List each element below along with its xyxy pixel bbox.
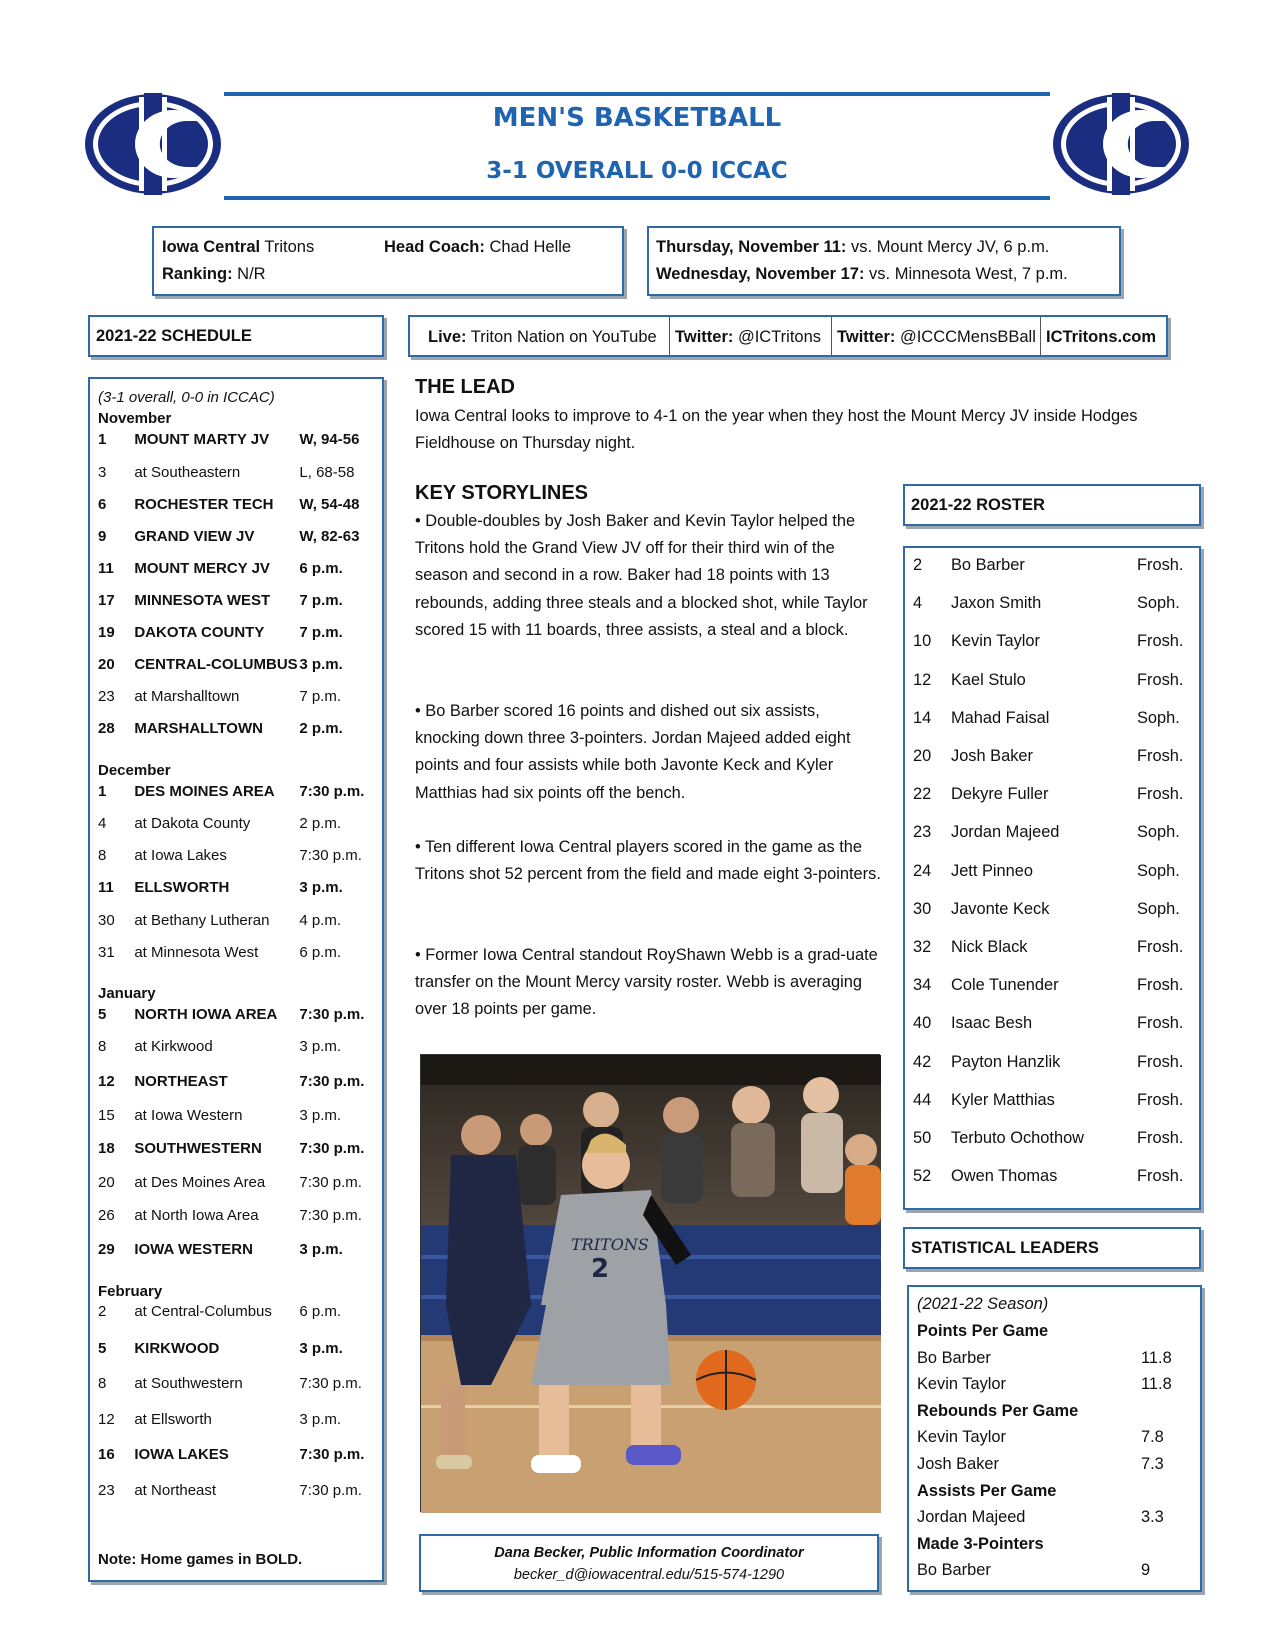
storyline-1: • Double-doubles by Josh Baker and Kevin Taylor helped the Tritons hold the Grand View JV off for their third win of the season and second in a row. Baker had 18 points with 13 rebounds, adding three steals and a blocked shot, while Taylor scored 15 with 11 boards, three assists, a steal and a block. [415,512,868,639]
schedule-row [98,1207,378,1224]
stat-player: Jordan Majeed [917,1508,1026,1527]
game-result: 3 p.m. [299,1340,343,1357]
game-result: 3 p.m. [299,656,343,673]
game-opponent: MARSHALLTOWN [134,720,263,737]
roster-heading-box [903,484,1201,526]
twitter-label-2: Twitter: [837,328,896,346]
game-result: 7:30 p.m. [299,1207,362,1224]
contact-name: Dana Becker, Public Information Coordinator [494,1545,804,1561]
following-game-date: Wednesday, November 17: [656,265,865,283]
page-title: MEN'S BASKETBALL [492,103,782,133]
game-date: 15 [98,1107,115,1124]
game-opponent: at Northeast [134,1482,217,1499]
game-date: 20 [98,1174,115,1191]
game-date: 1 [98,431,107,448]
roster-row [913,938,1195,957]
team-mascot: Tritons [260,238,315,256]
schedule-note: Note: Home games in BOLD. [98,1551,303,1568]
player-name: Jordan Majeed [951,823,1060,842]
schedule-row [98,1411,378,1428]
schedule-heading: 2021-22 SCHEDULE [96,327,252,345]
following-game-info: vs. Minnesota West, 7 p.m. [864,265,1068,283]
player-name: Jaxon Smith [951,594,1042,613]
player-number: 34 [913,976,932,995]
schedule-row [98,560,378,577]
game-result: 7:30 p.m. [299,1073,365,1090]
contact-box [419,1534,879,1592]
player-class: Frosh. [1137,1052,1184,1071]
game-opponent: at Southwestern [134,1375,243,1392]
stat-player: Josh Baker [917,1455,999,1473]
game-result: 6 p.m. [299,560,343,577]
game-result: W, 54-48 [299,496,360,513]
player-number: 20 [913,747,932,765]
game-date: 3 [98,464,107,481]
player-class: Frosh. [1137,632,1184,651]
player-number: 22 [913,785,932,804]
stat-value: 11.8 [1141,1348,1172,1367]
game-result: 7 p.m. [299,592,343,609]
roster-row [913,1014,1195,1033]
stat-row [917,1455,1187,1474]
roster-row [913,1129,1195,1148]
schedule-row [98,1140,378,1157]
roster-row [913,1091,1195,1110]
stat-category-label: Made 3-Pointers [917,1534,1044,1553]
stat-row [917,1428,1187,1447]
stat-value: 7.3 [1141,1455,1164,1473]
upcoming-games-box [647,226,1121,296]
player-class: Frosh. [1137,785,1184,804]
stat-category-label: Points Per Game [917,1322,1049,1340]
game-opponent: at Iowa Western [134,1107,243,1124]
player-class: Frosh. [1137,938,1184,956]
website-link[interactable]: ICTritons.com [1046,328,1157,346]
twitter-mensbball-link[interactable] [832,317,1041,355]
stat-player: Bo Barber [917,1561,991,1580]
game-opponent: MOUNT MERCY JV [134,560,270,577]
game-result: 7:30 p.m. [299,1140,365,1157]
game-opponent: IOWA LAKES [134,1446,229,1463]
live-value: Triton Nation on YouTube [466,328,657,346]
player-name: Terbuto Ochothow [951,1129,1085,1147]
schedule-month-january: January [98,985,156,1002]
game-opponent: ROCHESTER TECH [134,496,274,513]
stat-player: Bo Barber [917,1348,991,1367]
game-opponent: CENTRAL-COLUMBUS [134,656,298,673]
game-action-photo [420,1054,880,1512]
stats-heading: STATISTICAL LEADERS [911,1239,1099,1257]
lead-text: Iowa Central looks to improve to 4-1 on the year when they host the Mount Mercy JV inside Hodges Fieldhouse on Thursday night. [415,407,1138,453]
coach-label: Head Coach: [384,238,485,256]
game-opponent: at Bethany Lutheran [134,912,270,929]
schedule-row [98,1340,378,1357]
roster-row [913,632,1195,651]
player-name: Jett Pinneo [951,861,1034,880]
twitter-tritons-link[interactable] [670,317,832,355]
schedule-month-november: November [98,410,172,427]
game-date: 20 [98,656,115,673]
game-opponent: DES MOINES AREA [134,783,275,800]
stats-box [907,1285,1202,1592]
game-date: 6 [98,496,107,513]
stat-player: Kevin Taylor [917,1428,1006,1447]
ic-logo-left [83,78,223,197]
storyline-3: • Ten different Iowa Central players scored in the game as the Tritons shot 52 percent from the field and made eight 3-pointers. [415,838,881,884]
schedule-row [98,656,378,673]
player-number: 42 [913,1052,932,1071]
player-number: 52 [913,1167,932,1186]
schedule-row [98,688,378,705]
stat-category [917,1322,1187,1341]
ic-logo-right [1051,91,1191,197]
schedule-row [98,592,378,609]
player-name: Isaac Besh [951,1014,1033,1033]
player-number: 4 [913,594,923,613]
roster-row [913,747,1195,766]
lead-heading: THE LEAD [415,376,515,398]
player-number: 2 [913,556,923,574]
stat-category [917,1482,1187,1501]
schedule-row [98,1482,378,1499]
player-class: Frosh. [1137,1090,1184,1109]
player-name: Bo Barber [951,556,1025,574]
stat-value: 7.8 [1141,1428,1164,1447]
game-date: 23 [98,1482,115,1499]
player-number: 10 [913,632,932,651]
stat-row [917,1561,1187,1580]
schedule-row [98,431,378,448]
game-opponent: at Iowa Lakes [134,847,227,864]
game-date: 4 [98,815,107,832]
game-opponent: MOUNT MARTY JV [134,431,270,448]
game-result: 7:30 p.m. [299,1375,362,1392]
schedule-row [98,815,378,832]
header-bottom-rule [224,196,1050,200]
roster-row [913,976,1195,995]
record-note: (3-1 overall, 0-0 in ICCAC) [98,389,275,406]
schedule-month-december: December [98,762,171,779]
schedule-row [98,528,378,545]
links-bar [408,315,1168,357]
player-class: Frosh. [1137,976,1184,995]
stat-category [917,1402,1187,1421]
roster-row [913,900,1195,919]
game-result: 7:30 p.m. [299,1482,362,1499]
game-date: 9 [98,528,107,545]
stat-player: Kevin Taylor [917,1375,1006,1394]
stat-category-label: Rebounds Per Game [917,1401,1079,1420]
game-date: 12 [98,1411,115,1428]
roster-row [913,1053,1195,1072]
game-result: 3 p.m. [299,1107,342,1124]
player-class: Soph. [1137,823,1180,842]
schedule-row [98,783,378,800]
roster-row [913,1167,1195,1186]
player-number: 44 [913,1090,932,1109]
game-date: 5 [98,1340,107,1357]
schedule-row [98,1446,378,1463]
game-opponent: at Des Moines Area [134,1174,266,1191]
stats-season: (2021-22 Season) [917,1295,1049,1313]
game-result: 7:30 p.m. [299,783,365,800]
game-date: 28 [98,720,115,737]
roster-row [913,862,1195,881]
team-info-box [152,226,624,296]
game-opponent: at Marshalltown [134,688,240,705]
roster-row [913,671,1195,690]
schedule-row [98,624,378,641]
game-date: 30 [98,912,115,929]
player-class: Frosh. [1137,747,1184,765]
game-opponent: ELLSWORTH [134,879,230,896]
game-opponent: GRAND VIEW JV [134,528,255,545]
player-name: Kevin Taylor [951,632,1040,651]
twitter-label: Twitter: [675,328,734,346]
game-result: 3 p.m. [299,1038,342,1055]
roster-row [913,709,1195,728]
game-result: 7:30 p.m. [299,1446,365,1463]
game-date: 17 [98,592,115,609]
schedule-row [98,1375,378,1392]
storyline-2: • Bo Barber scored 16 points and dished out six assists, knocking down three 3-pointers. Jordan Majeed added eight points and four assists while both Javonte Keck and Kyler Matthias had six points off the bench. [415,702,851,802]
game-opponent: at North Iowa Area [134,1207,259,1224]
contact-info[interactable]: becker_d@iowacentral.edu/515-574-1290 [513,1567,785,1583]
game-result: 2 p.m. [299,815,342,832]
player-name: Josh Baker [951,747,1033,765]
game-result: W, 82-63 [299,528,360,545]
schedule-heading-box [88,315,384,357]
game-result: 7:30 p.m. [299,847,362,864]
game-result: W, 94-56 [299,431,360,448]
ranking-label: Ranking: [162,265,233,283]
game-opponent: NORTHEAST [134,1073,228,1090]
stat-row [917,1508,1187,1527]
game-result: 7:30 p.m. [299,1006,365,1023]
schedule-row [98,720,378,737]
game-date: 16 [98,1446,115,1463]
player-name: Kyler Matthias [951,1090,1055,1109]
player-name: Dekyre Fuller [951,785,1049,804]
player-name: Kael Stulo [951,670,1026,689]
stat-category [917,1535,1187,1554]
player-class: Frosh. [1137,1129,1184,1147]
game-opponent: at Minnesota West [134,944,259,961]
game-result: 2 p.m. [299,720,343,737]
coach-name: Chad Helle [484,238,572,256]
game-opponent: MINNESOTA WEST [134,592,271,609]
schedule-row [98,1038,378,1055]
game-date: 11 [98,879,114,896]
player-class: Soph. [1137,861,1180,880]
schedule-month-february: February [98,1283,163,1300]
schedule-row [98,1073,378,1090]
stats-heading-box [903,1227,1201,1269]
game-opponent: NORTH IOWA AREA [134,1006,278,1023]
roster-row [913,785,1195,804]
game-date: 26 [98,1207,115,1224]
next-game-info: vs. Mount Mercy JV, 6 p.m. [846,238,1050,256]
player-number: 24 [913,861,932,880]
player-name: Nick Black [951,938,1028,956]
schedule-row [98,847,378,864]
player-class: Soph. [1137,708,1180,727]
game-opponent: at Dakota County [134,815,251,832]
season-record: 3-1 OVERALL 0-0 ICCAC [486,158,788,184]
game-date: 23 [98,688,115,705]
ranking-value: N/R [232,265,266,283]
game-opponent: at Ellsworth [134,1411,212,1428]
player-name: Javonte Keck [951,899,1050,918]
roster-heading: 2021-22 ROSTER [911,496,1045,514]
player-class: Soph. [1137,899,1180,918]
player-number: 50 [913,1129,932,1147]
game-opponent: at Southeastern [134,464,241,481]
schedule-row [98,464,378,481]
game-result: 7 p.m. [299,624,343,641]
roster-row [913,823,1195,842]
game-opponent: KIRKWOOD [134,1340,220,1357]
schedule-row [98,879,378,896]
game-result: 4 p.m. [299,912,342,929]
stat-row [917,1349,1187,1368]
storylines-heading: KEY STORYLINES [415,482,589,504]
game-result: 3 p.m. [299,1241,343,1258]
player-class: Frosh. [1137,556,1184,574]
game-date: 8 [98,847,107,864]
live-stream-link[interactable] [410,317,670,355]
game-date: 18 [98,1140,115,1157]
player-class: Frosh. [1137,670,1184,689]
game-result: L, 68-58 [299,464,355,481]
player-number: 40 [913,1014,932,1033]
game-date: 8 [98,1038,107,1055]
game-date: 19 [98,624,115,641]
player-number: 30 [913,899,932,918]
game-opponent: SOUTHWESTERN [134,1140,262,1157]
game-result: 3 p.m. [299,1411,342,1428]
schedule-row [98,496,378,513]
team-name: Iowa Central [162,238,261,256]
game-date: 5 [98,1006,107,1023]
game-date: 2 [98,1303,107,1320]
game-date: 1 [98,783,107,800]
schedule-box [88,377,384,1582]
game-result: 6 p.m. [299,1303,342,1320]
game-result: 7 p.m. [299,688,342,705]
player-number: 14 [913,708,932,727]
player-class: Soph. [1137,594,1180,613]
jersey-number: 2 [591,1254,610,1284]
game-result: 3 p.m. [299,879,343,896]
game-result: 7:30 p.m. [299,1174,362,1191]
stat-row [917,1375,1187,1394]
player-name: Payton Hanzlik [951,1052,1061,1071]
schedule-row [98,1174,378,1191]
player-class: Frosh. [1137,1014,1184,1033]
twitter-handle: @ICTritons [733,328,822,346]
player-name: Mahad Faisal [951,708,1050,727]
schedule-row [98,1006,378,1023]
twitter-handle-2: @ICCCMensBBall [895,328,1036,346]
schedule-row [98,912,378,929]
roster-row [913,556,1195,575]
game-opponent: DAKOTA COUNTY [134,624,265,641]
next-game-date: Thursday, November 11: [656,238,847,256]
game-opponent: at Central-Columbus [134,1303,272,1320]
stat-value: 3.3 [1141,1508,1164,1527]
game-result: 6 p.m. [299,944,342,961]
player-number: 12 [913,670,932,689]
header-top-rule [224,92,1050,96]
roster-box [903,546,1201,1210]
game-date: 29 [98,1241,115,1258]
roster-row [913,594,1195,613]
game-date: 8 [98,1375,107,1392]
player-name: Owen Thomas [951,1167,1058,1186]
game-date: 11 [98,560,114,577]
stat-category-label: Assists Per Game [917,1481,1057,1500]
player-class: Frosh. [1137,1167,1184,1186]
player-name: Cole Tunender [951,976,1059,995]
game-opponent: IOWA WESTERN [134,1241,253,1258]
game-date: 12 [98,1073,115,1090]
jersey-text: TRITONS [571,1235,649,1254]
schedule-row [98,1303,378,1320]
live-label: Live: [428,328,467,346]
stat-value: 9 [1141,1561,1151,1580]
schedule-row [98,1241,378,1258]
stat-value: 11.8 [1141,1375,1172,1394]
logo-letters: IC [83,78,99,95]
schedule-row [98,944,378,961]
player-number: 32 [913,938,932,956]
storyline-4: • Former Iowa Central standout RoyShawn Webb is a grad-uate transfer on the Mount Mercy varsity roster. Webb is averaging over 18 points per game. [415,946,878,1019]
schedule-row [98,1107,378,1124]
game-opponent: at Kirkwood [134,1038,213,1055]
player-number: 23 [913,823,932,842]
game-date: 31 [98,944,115,961]
